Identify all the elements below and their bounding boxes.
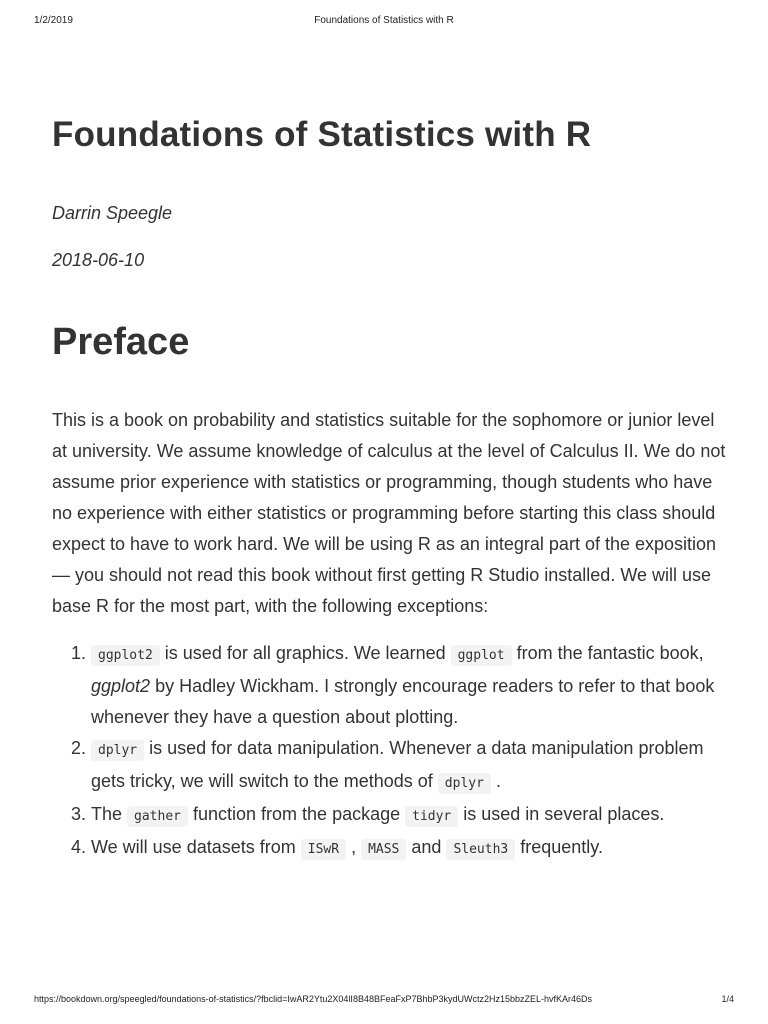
list-text: is used in several places.	[458, 804, 665, 824]
section-heading: Preface	[52, 321, 190, 363]
author: Darrin Speegle	[52, 203, 173, 223]
book-reference: ggplot2	[91, 676, 151, 696]
page-number: 1/4	[721, 994, 734, 1004]
inline-code: Sleuth3	[446, 839, 515, 860]
inline-code: gather	[127, 806, 188, 827]
list-text: from the fantastic book,	[511, 643, 704, 663]
list-text: We will use datasets from	[91, 837, 301, 857]
book-title: Foundations of Statistics with R	[52, 115, 592, 154]
list-text: The	[91, 804, 128, 824]
inline-code: ggplot2	[91, 645, 160, 666]
inline-code: ggplot	[451, 645, 512, 666]
print-header	[0, 15, 768, 29]
list-text: frequently.	[515, 837, 603, 857]
document-content	[52, 112, 732, 865]
print-date: 1/2/2019	[34, 15, 73, 26]
list-text: .	[490, 771, 501, 791]
list-item	[91, 799, 732, 832]
list-text: function from the package	[188, 804, 406, 824]
list-text: is used for data manipulation. Whenever a data manipulation problem gets tricky, we will switch to the methods of	[91, 738, 704, 791]
inline-code: tidyr	[405, 806, 458, 827]
source-url: https://bookdown.org/speegled/foundations-of-statistics/?fbclid=IwAR2Ytu2X04lI8B48BFeaFxP7BhbP3kydUWctz2Hz15bbzZEL-hvfKAr46Ds	[34, 994, 593, 1004]
inline-code: MASS	[361, 839, 406, 860]
list-text: by Hadley Wickham. I strongly encourage readers to refer to that book whenever they have a question about plotting.	[91, 676, 715, 727]
preface-paragraph: This is a book on probability and statistics suitable for the sophomore or junior level at university. We assume knowledge of calculus at the level of Calculus II. We do not assume prior experience with statistics or programming, though students who have no experience with either statistics or programming before starting this class should expect to have to work hard. We will be using R as an integral part of the exposition — you should not read this book without first getting R Studio installed. We will use base R for the most part, with the following exceptions:	[52, 410, 726, 616]
list-text: and	[406, 837, 447, 857]
list-item	[91, 733, 732, 799]
list-item	[91, 832, 732, 865]
list-text: is used for all graphics. We learned	[159, 643, 451, 663]
inline-code: dplyr	[438, 773, 491, 794]
exceptions-list	[52, 638, 732, 865]
print-footer	[0, 994, 768, 1008]
list-text: ,	[346, 837, 362, 857]
publication-date: 2018-06-10	[52, 250, 145, 270]
list-item	[91, 638, 732, 733]
print-title: Foundations of Statistics with R	[314, 15, 454, 26]
inline-code: ISwR	[301, 839, 346, 860]
inline-code: dplyr	[91, 740, 144, 761]
